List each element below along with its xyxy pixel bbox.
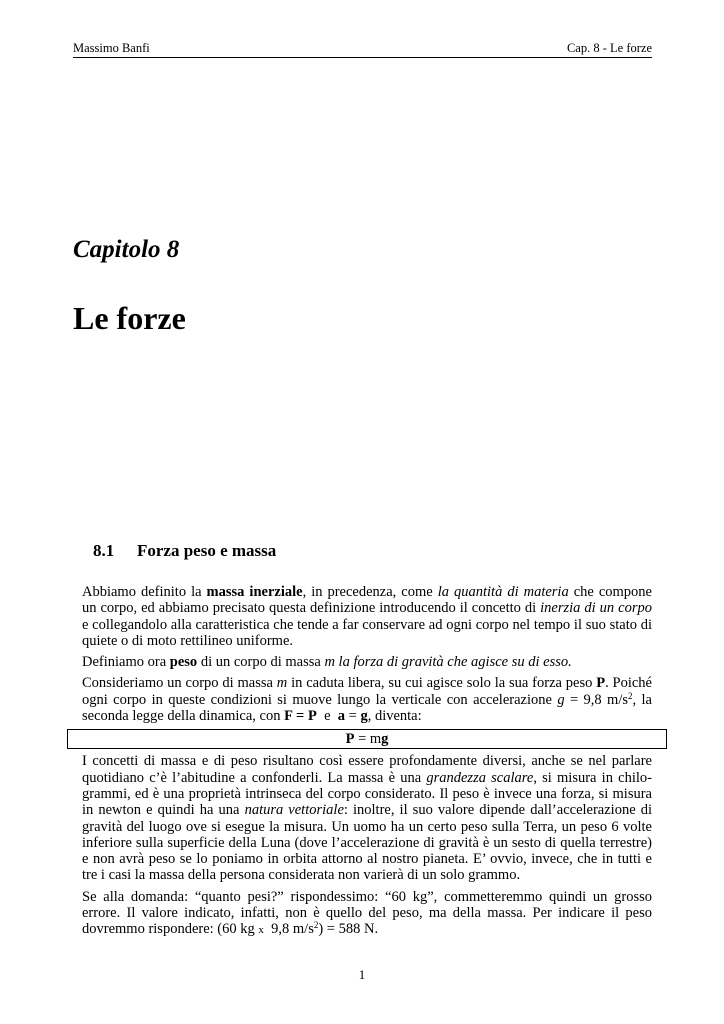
- section-title: Forza peso e massa: [137, 541, 277, 560]
- paragraph-free-fall: Consideriamo un corpo di massa m in caduta libera, su cui agisce solo la sua forza peso P. Poiché ogni corpo in queste condizioni si muove lungo la verticale con accelerazione g = 9,8 $m/s^2$, la seconda legge della dinamica, con F = P e a = g, diventa:: [82, 675, 652, 725]
- paragraph-example: Se alla domanda: “quanto pesi?” rispondessimo: “60 kg”, commetteremmo quindi un grosso errore. Il valore indicato, infatti, non è quello del peso, ma della massa. Per indicare il peso dovremmo rispondere: (60 kg x 9,8 $m/s^2) = 588$ N.: [82, 888, 652, 938]
- header-chapter-ref: Cap. 8 - Le forze: [566, 41, 652, 55]
- chapter-title: Le forze: [73, 300, 186, 336]
- section-heading: [93, 541, 276, 561]
- paragraph-mass-definition: Abbiamo definito la massa inerziale, in precedenza, come la quantità di materia che compone un corpo, ed abbiamo precisato questa definizione introducendo il concetto di inerzia di un corpo e collegandolo alla caratteristica che tende a far conservare ad ogni corpo nel tempo il suo stato di quiete o di moto rettilineo uniforme.: [82, 584, 652, 649]
- section-number: 8.1: [93, 541, 115, 560]
- chapter-label: Capitolo 8: [73, 236, 180, 263]
- page-header: [73, 41, 652, 58]
- paragraph-weight-definition: Definiamo ora peso di un corpo di massa m la forza di gravità che agisce su di esso.: [82, 654, 572, 671]
- body-text: [82, 584, 652, 944]
- paragraph-mass-vs-weight: I concetti di massa e di peso risultano così essere profondamente diversi, anche se nel parlare quotidiano c’è l’abitudine a confonderli. La massa è una grandezza scalare, si misura in chilo-grammi, ed è una proprietà intrinseca del corpo considerato. Il peso è invece una forza, si misura in newton e quindi ha una natura vettoriale: inoltre, il suo valore dipende dall’accelerazione di gravità del luogo ove si esegue la misura. Un uomo ha un certo peso sulla Terra, un peso 6 volte inferiore sulla superficie della Luna (dove l’accelerazione di gravità è un sesto di quella terrestre) e non avrà peso se lo poniamo in orbita attorno al nostro pianeta. E’ ovvio, invece, che in tutti e tre i casi la massa della persona considerata non varierà di un solo grammo.: [82, 753, 652, 884]
- page-number: 1: [358, 967, 366, 982]
- header-author: Massimo Banfi: [73, 41, 150, 55]
- formula-box: P = mg: [67, 729, 667, 749]
